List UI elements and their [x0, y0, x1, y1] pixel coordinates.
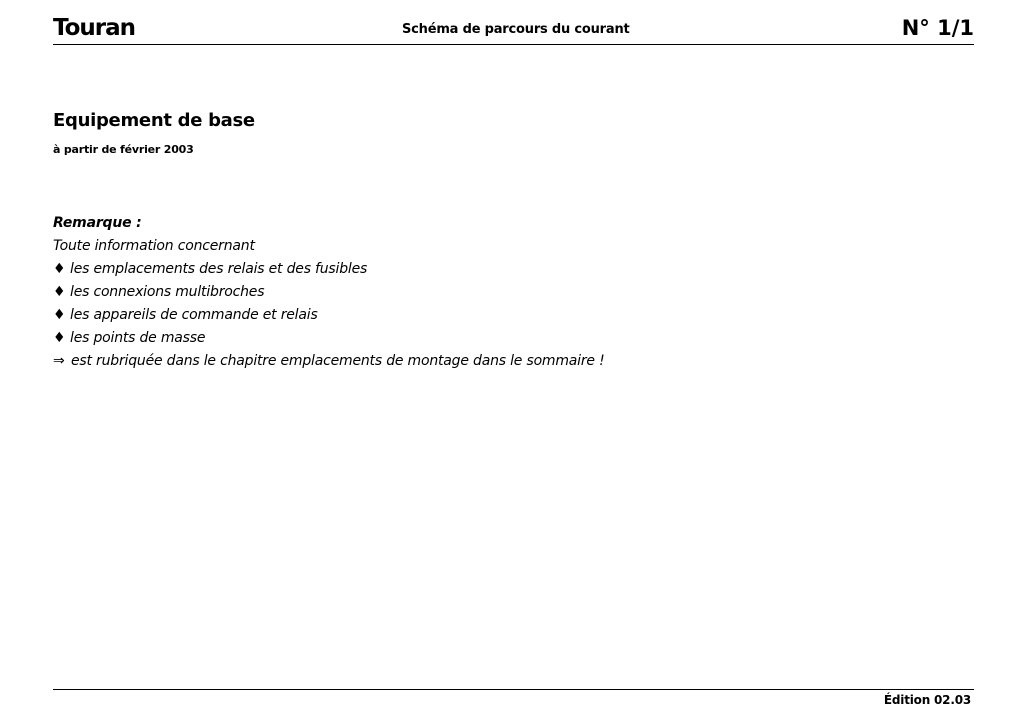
document-title: Schéma de parcours du courant [402, 22, 630, 37]
list-item-text: les connexions multibroches [70, 284, 265, 300]
bullet-icon: ♦ [53, 261, 66, 277]
bullet-icon: ♦ [53, 330, 66, 346]
brand-title: Touran [53, 15, 136, 41]
header-divider [53, 44, 974, 45]
list-item-text: les appareils de commande et relais [70, 307, 318, 323]
footer-divider [53, 689, 974, 690]
list-item-text: les points de masse [70, 330, 206, 346]
list-item [53, 258, 605, 281]
remark-block [53, 212, 605, 373]
list-item [53, 327, 605, 350]
list-item-text: les emplacements des relais et des fusibles [70, 261, 368, 277]
remark-conclusion [53, 350, 605, 373]
section-subtitle: à partir de février 2003 [53, 143, 194, 156]
edition-label: Édition 02.03 [883, 693, 971, 707]
arrow-right-icon: ⇒ [53, 353, 65, 369]
bullet-icon: ♦ [53, 284, 66, 300]
bullet-icon: ♦ [53, 307, 66, 323]
list-item [53, 304, 605, 327]
list-item [53, 281, 605, 304]
page-number: N° 1/1 [901, 16, 974, 40]
remark-conclusion-text: est rubriquée dans le chapitre emplacements de montage dans le sommaire ! [71, 353, 605, 369]
remark-intro: Toute information concernant [53, 238, 255, 254]
remark-heading: Remarque : [53, 215, 142, 231]
section-title: Equipement de base [53, 110, 255, 131]
